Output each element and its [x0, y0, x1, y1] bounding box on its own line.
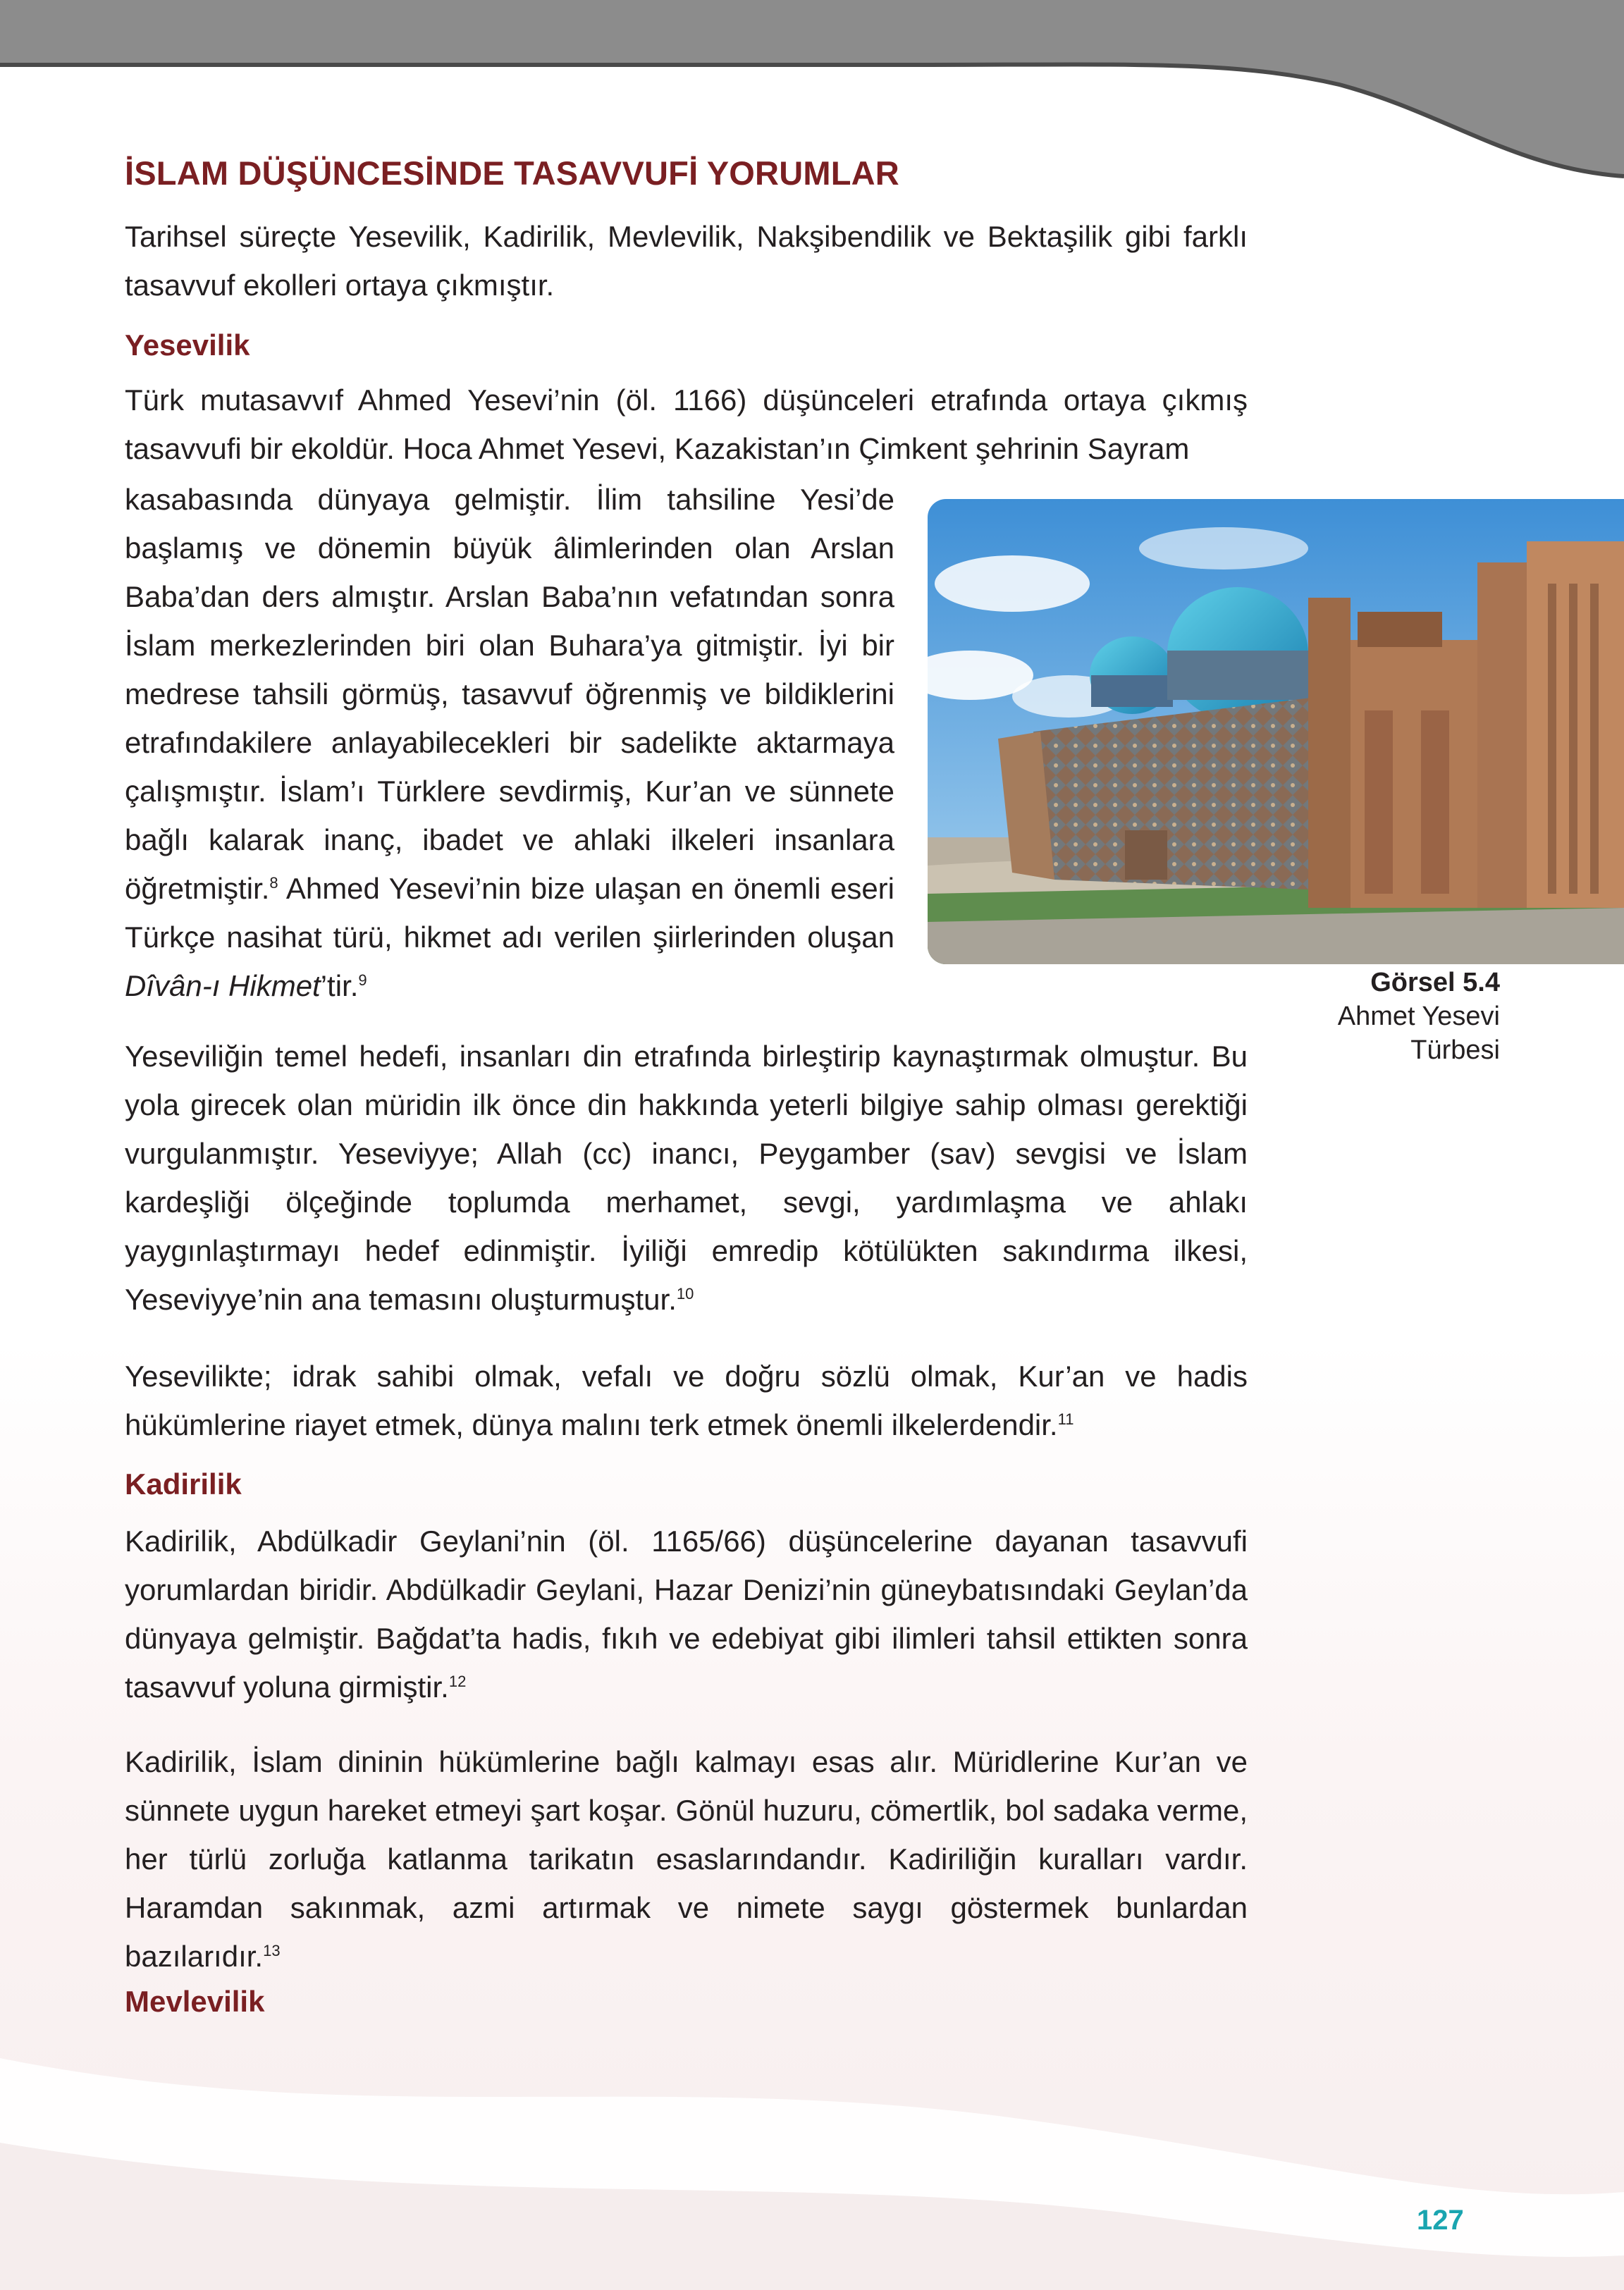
paragraph-text: kasabasında dünyaya gelmiştir. İlim tahsiline Yesi’de başlamış ve dönemin büyük âlimlerinden olan Arslan Baba’dan ders almıştır. Arslan Baba’nın vefatından sonra İslam merkezlerinden biri olan Buhara’ya gitmiştir. İyi bir medrese tahsili görmüş, tasavvuf öğrenmiş ve bildiklerini etrafındakilere anlayabilecekleri bir sadelikte aktarmaya çalışmıştır. İslam’ı Türklere sevdirmiş, Kur’an ve sünnete bağlı kalarak inanç, ibadet ve ahlaki ilkeleri insanlara öğretmiştir.: [125, 483, 894, 905]
paragraph-text: Ahmed Yesevi’nin bize ulaşan en önemli eseri Türkçe nasihat türü, hikmet adı verilen şiirlerinden oluşan: [125, 872, 894, 954]
footnote-ref-12: 12: [448, 1673, 467, 1690]
paragraph-text: Yeseviliğin temel hedefi, insanları din etrafında birleştirip kaynaştırmak olmuştur. Bu yola girecek olan müridin ilk önce din hakkında yeterli bilgiye sahip olması gerektiği vurgulanmıştır. Yeseviyye; Allah (cc) inancı, Peygamber (sav) sevgisi ve İslam kardeşliği ölçeğinde toplumda merhamet, sevgi, yardımlaşma ve ahlakı yaygınlaştırmayı hedef edinmiştir. İyiliği emredip kötülükten sakındırma ilkesi, Yeseviyye’nin ana temasını oluşturmuştur.: [125, 1040, 1248, 1316]
paragraph-text: Kadirilik, Abdülkadir Geylani’nin (öl. 1165/66) düşüncelerine dayanan tasavvufi yorumlardan biridir. Abdülkadir Geylani, Hazar Denizi’nin güneybatısındaki Geylan’da dünyaya gelmiştir. Bağdat’ta hadis, fıkıh ve edebiyat gibi ilimleri tahsil ettikten sonra tasavvuf yoluna girmiştir.: [125, 1525, 1248, 1704]
page-title: İSLAM DÜŞÜNCESİNDE TASAVVUFİ YORUMLAR: [125, 154, 899, 192]
footnote-ref-13: 13: [263, 1942, 281, 1959]
heading-mevlevilik: Mevlevilik: [125, 1985, 265, 2018]
heading-yesevilik: Yesevilik: [125, 328, 250, 362]
footnote-ref-11: 11: [1057, 1410, 1074, 1428]
yesevilik-paragraph-1-top: Türk mutasavvıf Ahmed Yesevi’nin (öl. 1166) düşünceleri etrafında ortaya çıkmış tasavvufi bir ekoldür. Hoca Ahmet Yesevi, Kazakistan’ın Çimkent şehrinin Sayram: [125, 383, 1248, 465]
figure-caption-line-1: Ahmet Yesevi: [1337, 1002, 1500, 1031]
ahmet-yesevi-mausoleum-photo: [928, 499, 1624, 964]
kadirilik-paragraph-2: [125, 1737, 1248, 1981]
paragraph-text: Yesevilikte; idrak sahibi olmak, vefalı ve doğru sözlü olmak, Kur’an ve hadis hükümlerine riayet etmek, dünya malını terk etmek önemli ilkelerdendir.: [125, 1360, 1248, 1441]
book-title: Dîvân-ı Hikmet: [125, 969, 321, 1002]
figure-number: Görsel 5.4: [1370, 968, 1500, 997]
intro-paragraph: Tarihsel süreçte Yesevilik, Kadirilik, Mevlevilik, Nakşibendilik ve Bektaşilik gibi farklı tasavvuf ekolleri ortaya çıkmıştır.: [125, 220, 1248, 302]
footnote-ref-8: 8: [269, 874, 278, 892]
kadirilik-paragraph-1: [125, 1517, 1248, 1711]
paragraph-text: ’tir.: [320, 969, 359, 1002]
heading-kadirilik: Kadirilik: [125, 1467, 242, 1501]
yesevilik-paragraph-3: [125, 1352, 1248, 1449]
yesevilik-paragraph-2: [125, 1032, 1248, 1324]
mausoleum-illustration: [928, 499, 1624, 964]
footnote-ref-9: 9: [358, 971, 367, 989]
yesevilik-paragraph-1-wrap: [125, 475, 894, 1010]
page-number: 127: [1417, 2205, 1464, 2236]
paragraph-text: Kadirilik, İslam dininin hükümlerine bağlı kalmayı esas alır. Müridlerine Kur’an ve sünnete uygun hareket etmeyi şart koşar. Gönül huzuru, cömertlik, bol sadaka verme, her türlü zorluğa katlanma tarikatın esaslarındandır. Kadiriliğin kuralları vardır. Haramdan sakınmak, azmi artırmak ve nimete saygı göstermek bunlardan bazılarıdır.: [125, 1745, 1248, 1973]
figure-caption: [1338, 966, 1500, 1067]
figure-caption-line-2: Türbesi: [1410, 1035, 1500, 1065]
footer-wave-decoration: [0, 2030, 1624, 2290]
footnote-ref-10: 10: [676, 1285, 694, 1303]
